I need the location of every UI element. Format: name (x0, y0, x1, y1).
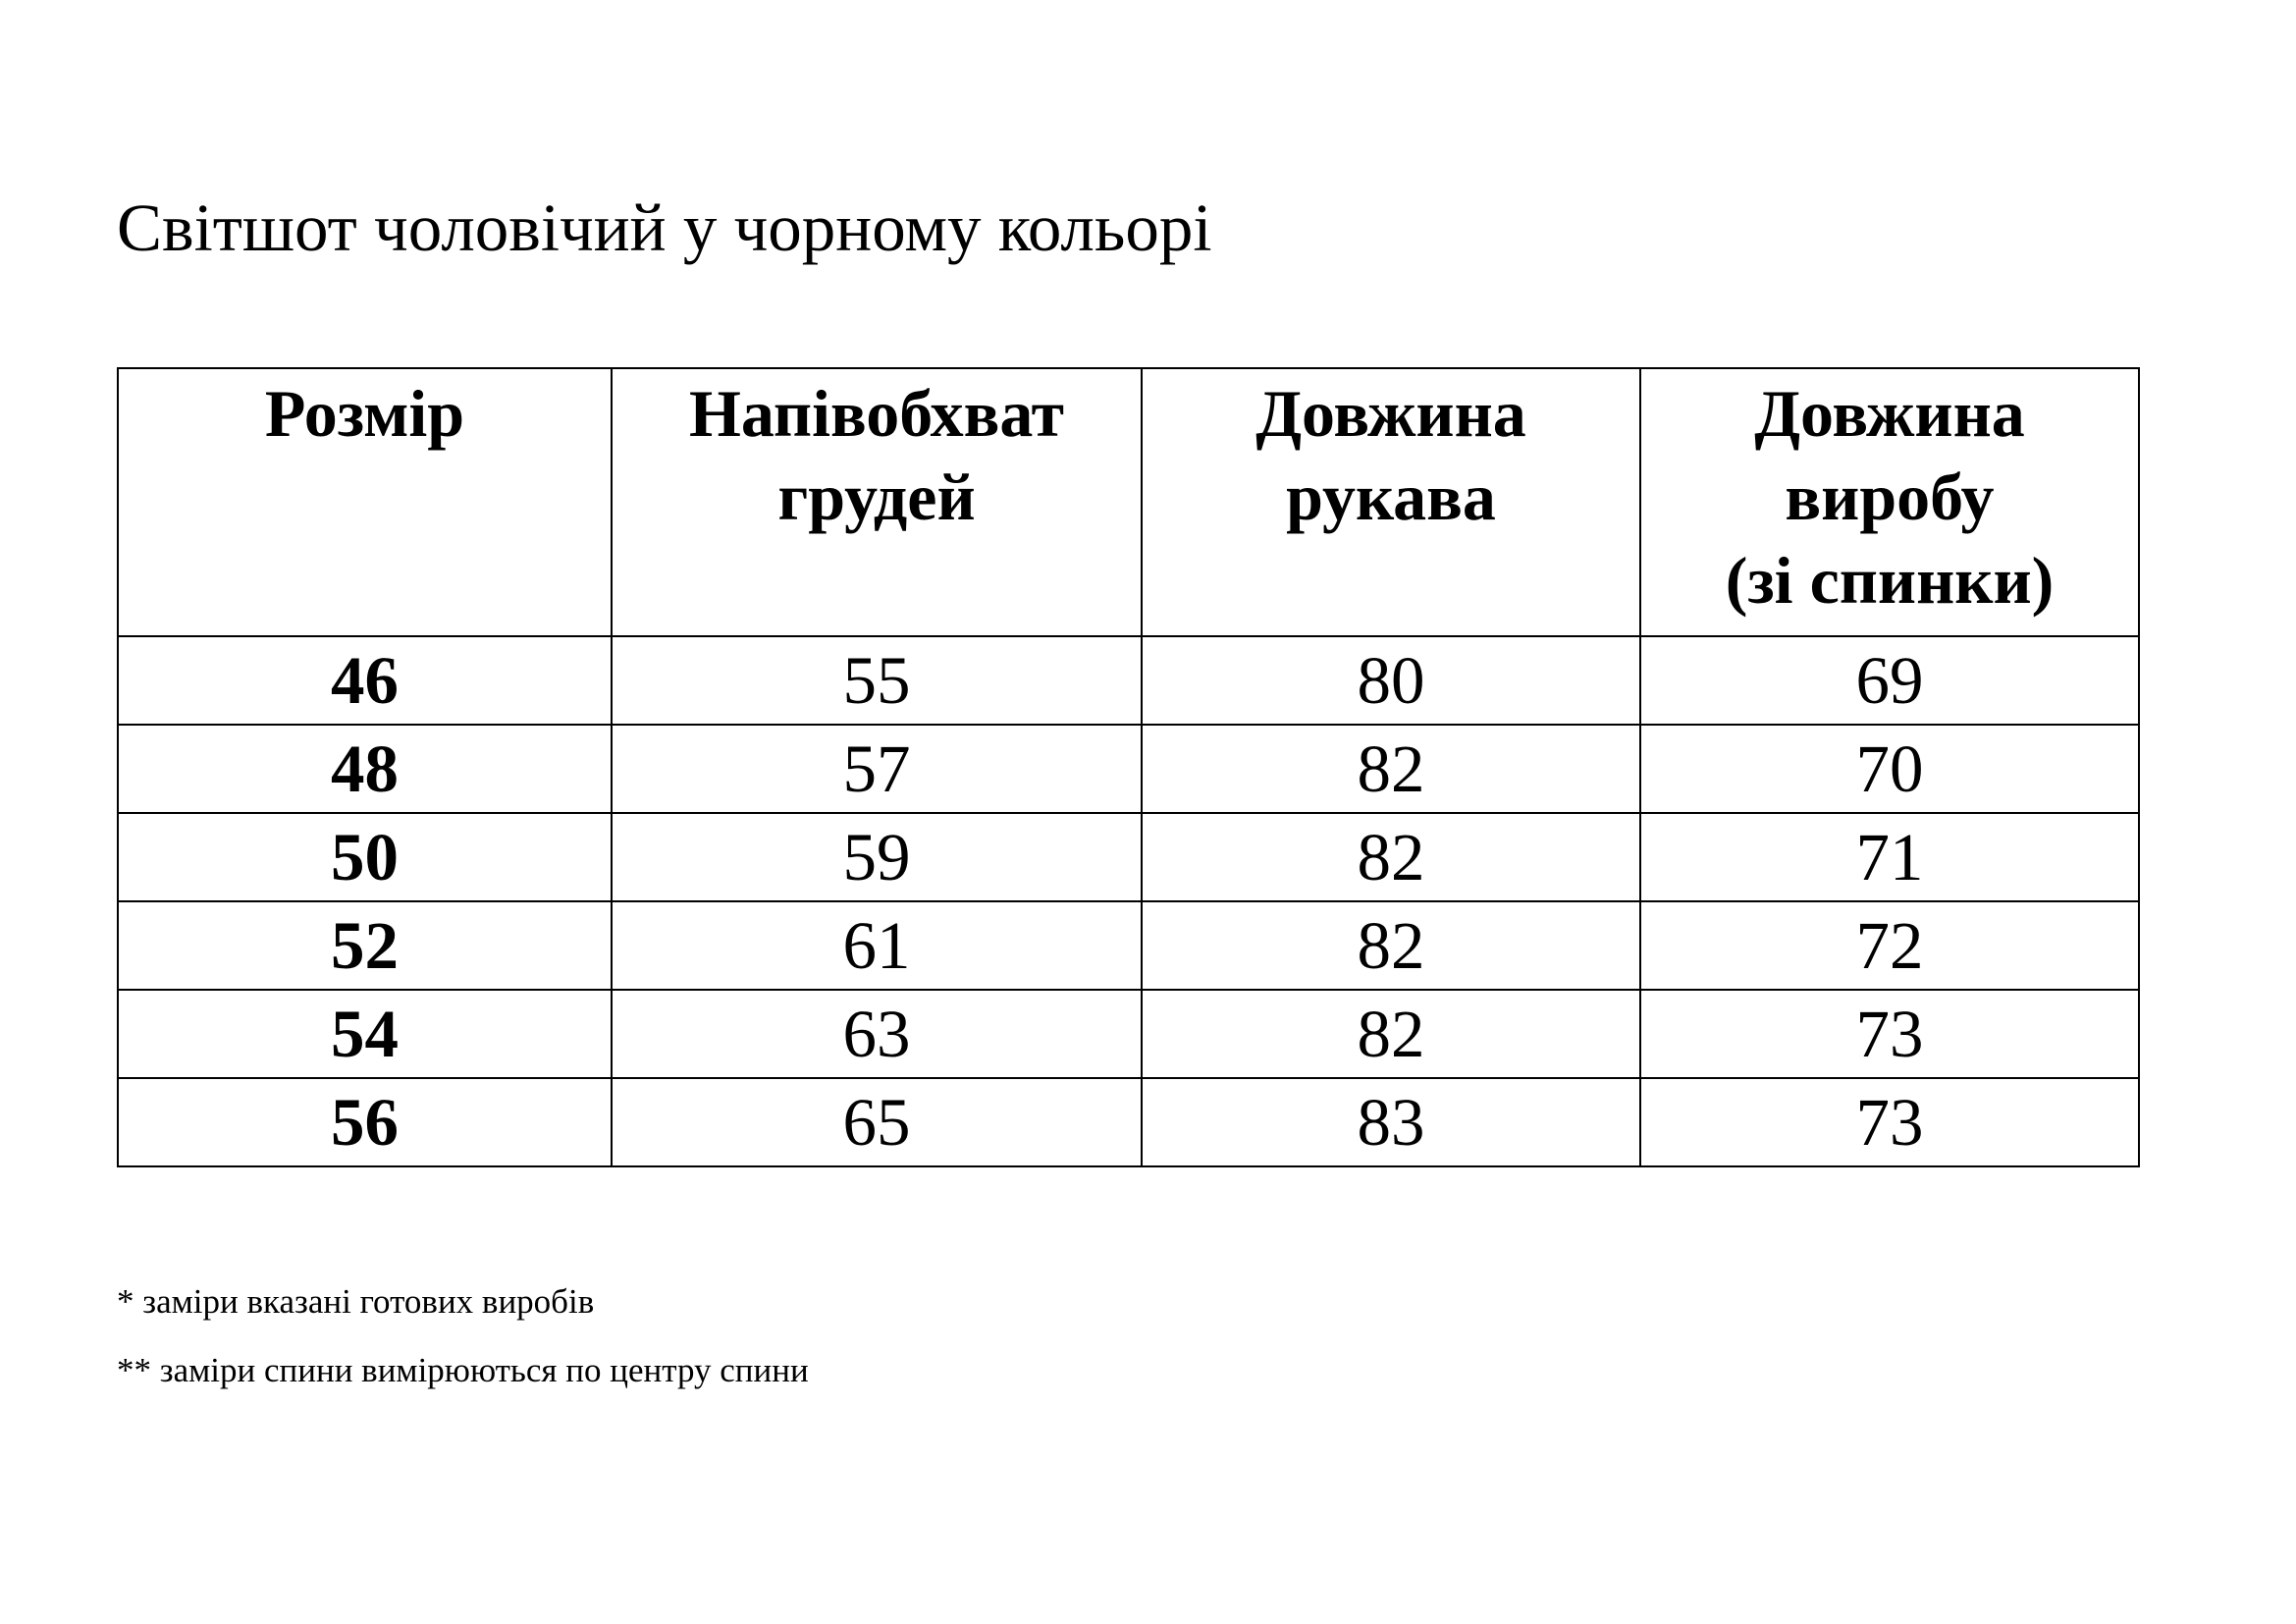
header-line: (зі спинки) (1725, 543, 2055, 618)
chest-cell: 55 (612, 636, 1142, 725)
size-cell: 52 (118, 901, 612, 990)
table-row (118, 901, 2139, 990)
page-title: Світшот чоловічий у чорному кольорі (117, 190, 1212, 265)
header-line: грудей (777, 460, 976, 534)
sleeve-cell: 82 (1142, 901, 1640, 990)
sleeve-cell: 82 (1142, 990, 1640, 1078)
table-row (118, 636, 2139, 725)
footnote-finished-garments: * заміри вказані готових виробів (117, 1282, 595, 1321)
table-row (118, 725, 2139, 813)
header-size (118, 368, 612, 636)
table-header-row (118, 368, 2139, 636)
chest-cell: 59 (612, 813, 1142, 901)
length-cell: 71 (1640, 813, 2139, 901)
length-cell: 72 (1640, 901, 2139, 990)
size-cell: 54 (118, 990, 612, 1078)
chest-cell: 63 (612, 990, 1142, 1078)
sleeve-cell: 82 (1142, 813, 1640, 901)
header-line: рукава (1286, 460, 1496, 534)
chest-cell: 61 (612, 901, 1142, 990)
table-row (118, 1078, 2139, 1166)
length-cell: 73 (1640, 990, 2139, 1078)
chest-cell: 65 (612, 1078, 1142, 1166)
size-cell: 48 (118, 725, 612, 813)
header-line: виробу (1785, 460, 1995, 534)
header-line: Розмір (264, 376, 465, 451)
table-row (118, 813, 2139, 901)
size-cell: 50 (118, 813, 612, 901)
header-line: Напівобхват (688, 376, 1065, 451)
header-line: Довжина (1255, 376, 1526, 451)
table-row (118, 990, 2139, 1078)
sleeve-cell: 82 (1142, 725, 1640, 813)
header-chest-half-girth (612, 368, 1142, 636)
header-line: Довжина (1754, 376, 2025, 451)
size-table (117, 367, 2140, 1167)
sleeve-cell: 83 (1142, 1078, 1640, 1166)
length-cell: 73 (1640, 1078, 2139, 1166)
header-garment-length (1640, 368, 2139, 636)
footnote-back-measurement: ** заміри спини вимірюються по центру спини (117, 1351, 809, 1389)
sleeve-cell: 80 (1142, 636, 1640, 725)
size-cell: 56 (118, 1078, 612, 1166)
size-cell: 46 (118, 636, 612, 725)
length-cell: 70 (1640, 725, 2139, 813)
header-sleeve-length (1142, 368, 1640, 636)
length-cell: 69 (1640, 636, 2139, 725)
chest-cell: 57 (612, 725, 1142, 813)
